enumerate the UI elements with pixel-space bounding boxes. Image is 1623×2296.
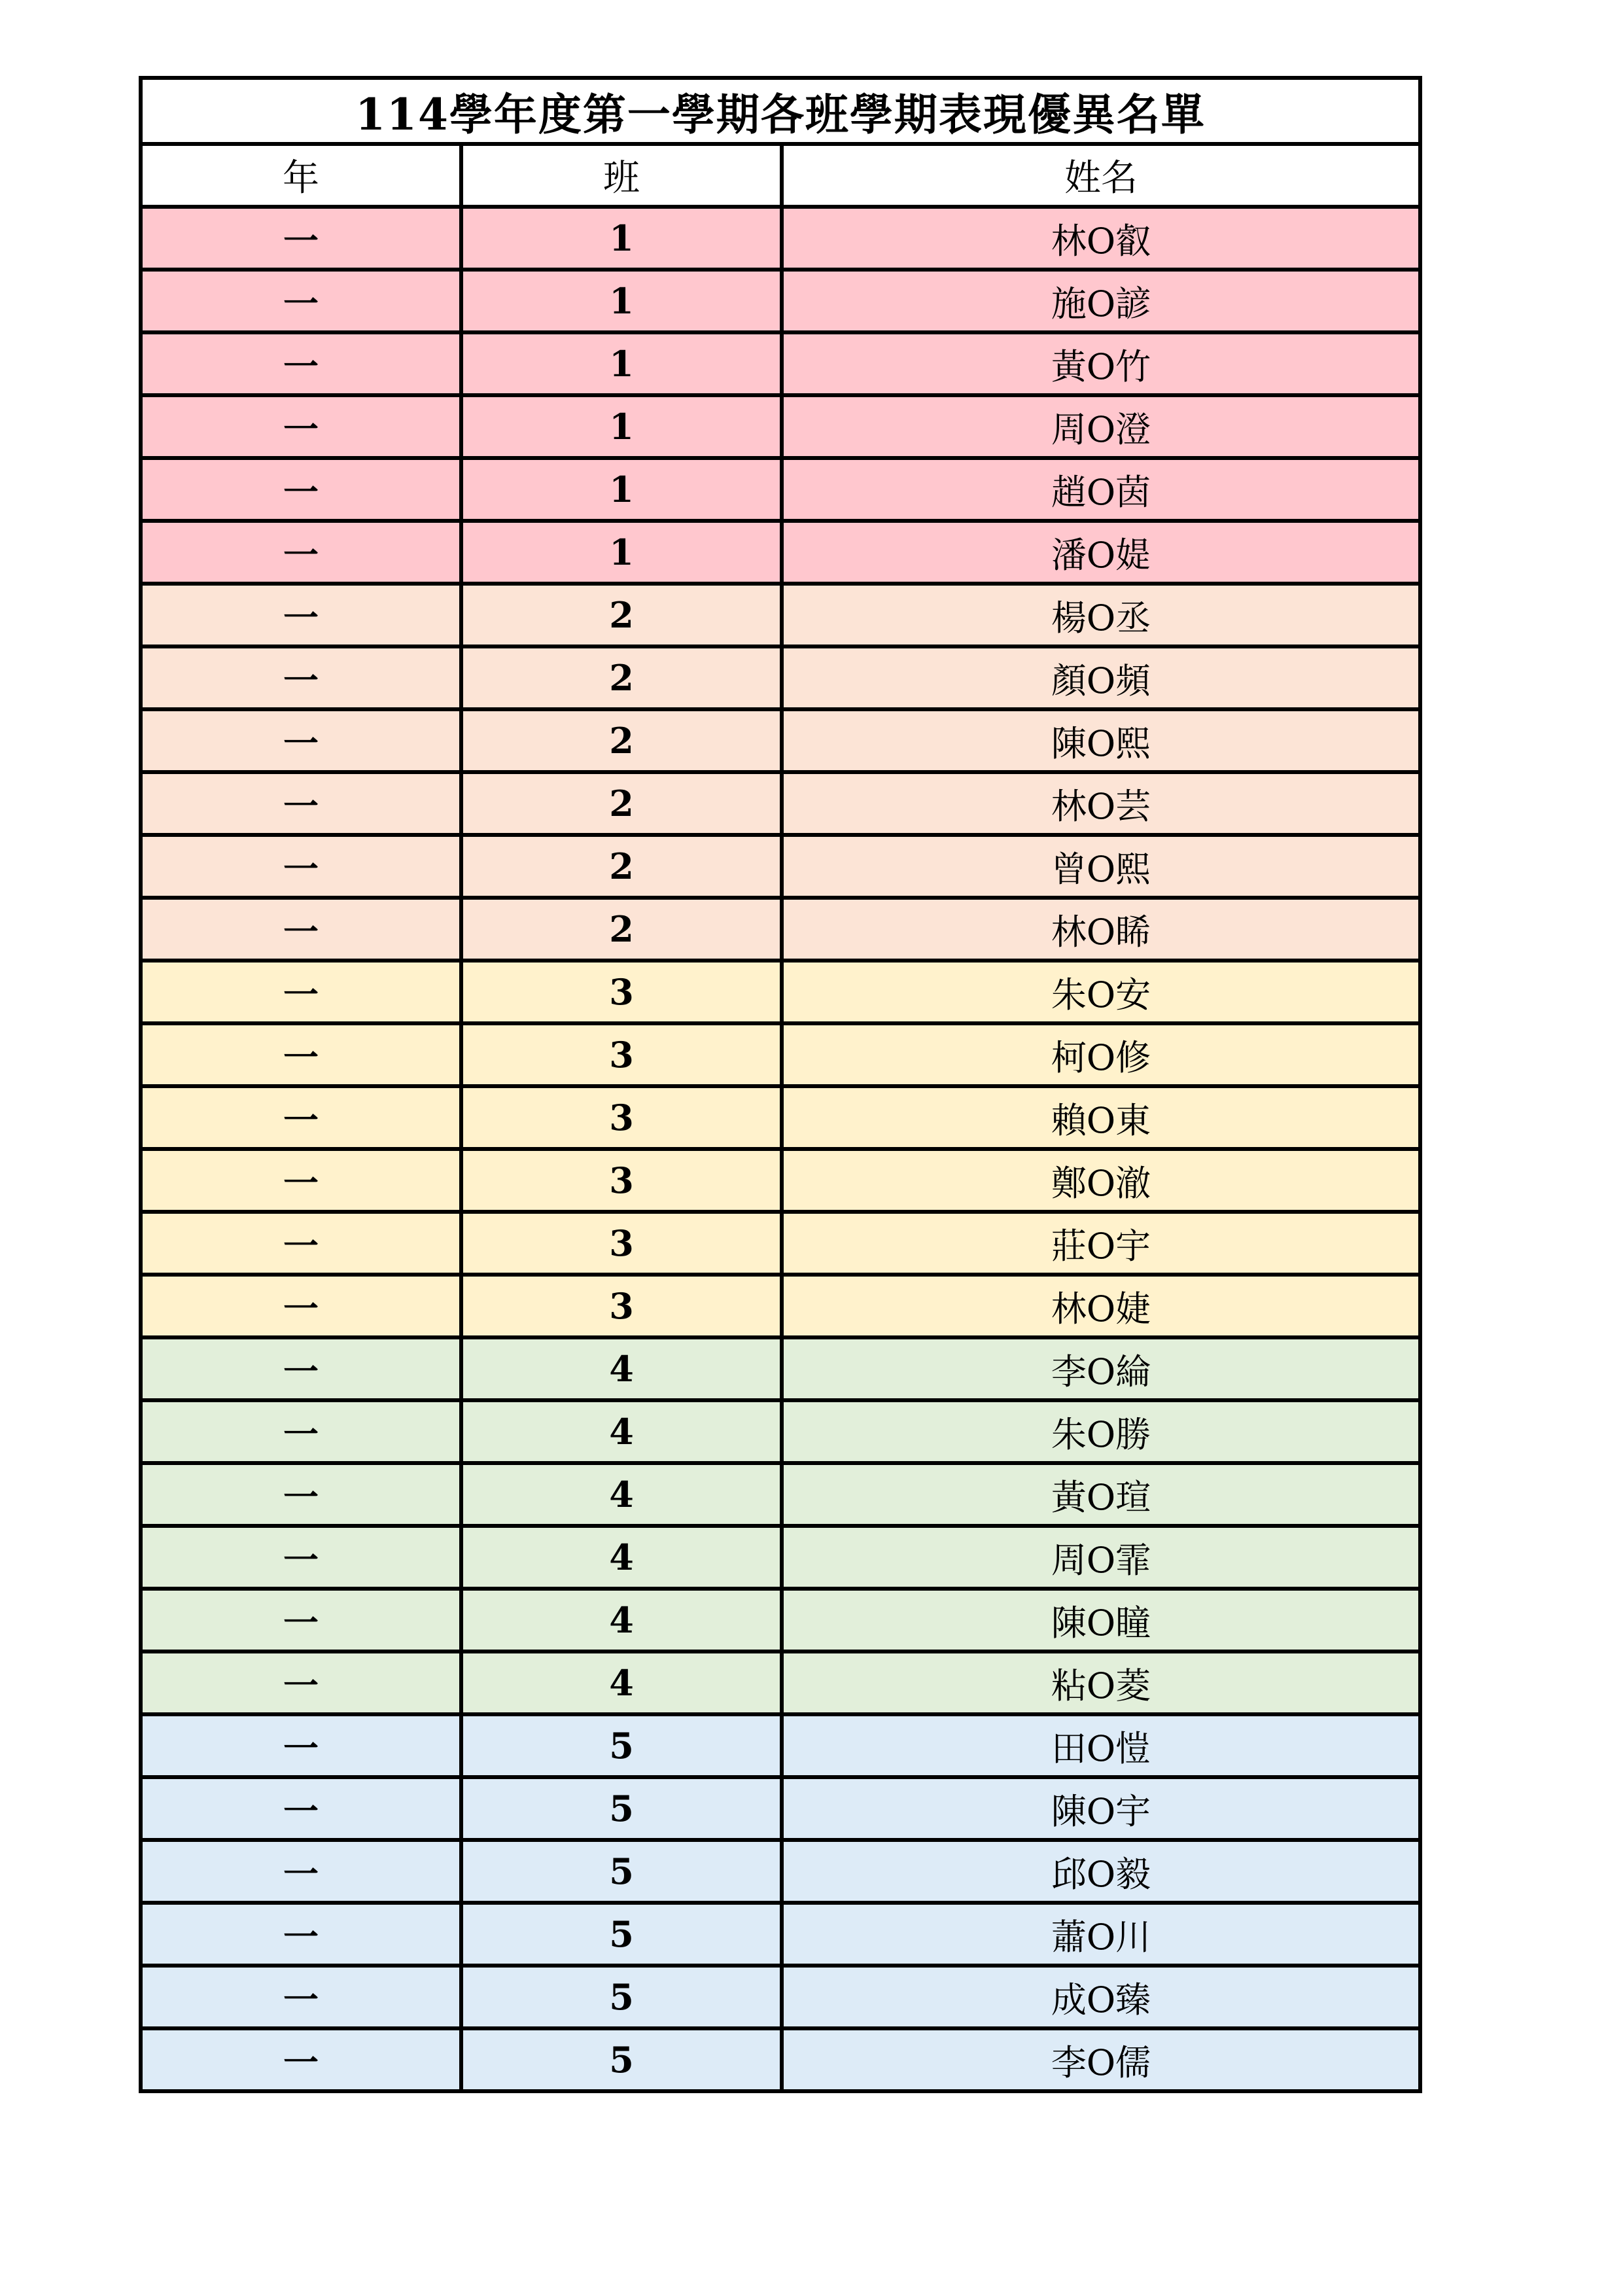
cell-grade: 一 xyxy=(141,1400,461,1463)
cell-class: 3 xyxy=(461,1212,782,1275)
table-row xyxy=(141,584,1420,646)
cell-grade: 一 xyxy=(141,835,461,898)
cell-class: 4 xyxy=(461,1526,782,1589)
cell-class: 1 xyxy=(461,332,782,395)
table-row xyxy=(141,1463,1420,1526)
cell-name: 李O綸 xyxy=(782,1337,1420,1400)
cell-name: 林O睎 xyxy=(782,898,1420,961)
table-row xyxy=(141,1966,1420,2028)
cell-class: 4 xyxy=(461,1337,782,1400)
cell-name: 粘O菱 xyxy=(782,1651,1420,1714)
cell-name: 朱O勝 xyxy=(782,1400,1420,1463)
table-row xyxy=(141,898,1420,961)
cell-grade: 一 xyxy=(141,1086,461,1149)
cell-grade: 一 xyxy=(141,961,461,1023)
table-row xyxy=(141,2028,1420,2091)
cell-name: 蕭O川 xyxy=(782,1903,1420,1966)
cell-class: 4 xyxy=(461,1651,782,1714)
cell-grade: 一 xyxy=(141,1589,461,1651)
table-row xyxy=(141,646,1420,709)
table-row xyxy=(141,1149,1420,1212)
cell-grade: 一 xyxy=(141,207,461,270)
header-name: 姓名 xyxy=(782,144,1420,207)
table-row xyxy=(141,835,1420,898)
cell-name: 賴O東 xyxy=(782,1086,1420,1149)
cell-name: 邱O毅 xyxy=(782,1840,1420,1903)
cell-class: 5 xyxy=(461,1903,782,1966)
cell-name: 周O澄 xyxy=(782,395,1420,458)
table-row xyxy=(141,1212,1420,1275)
table-row xyxy=(141,1337,1420,1400)
cell-grade: 一 xyxy=(141,1275,461,1337)
cell-class: 1 xyxy=(461,458,782,521)
table-row xyxy=(141,521,1420,584)
cell-grade: 一 xyxy=(141,584,461,646)
cell-name: 楊O丞 xyxy=(782,584,1420,646)
document-title: 114學年度第一學期各班學期表現優異名單 xyxy=(141,78,1420,144)
cell-grade: 一 xyxy=(141,898,461,961)
cell-name: 施O諺 xyxy=(782,270,1420,332)
table-row xyxy=(141,709,1420,772)
cell-class: 3 xyxy=(461,1275,782,1337)
table-row xyxy=(141,1526,1420,1589)
cell-class: 4 xyxy=(461,1589,782,1651)
table-row xyxy=(141,1714,1420,1777)
cell-name: 李O儒 xyxy=(782,2028,1420,2091)
cell-class: 5 xyxy=(461,1966,782,2028)
table-row xyxy=(141,395,1420,458)
header-class: 班 xyxy=(461,144,782,207)
honor-roll-table xyxy=(139,76,1422,2093)
cell-grade: 一 xyxy=(141,1777,461,1840)
cell-class: 5 xyxy=(461,1840,782,1903)
cell-class: 1 xyxy=(461,207,782,270)
cell-name: 林O叡 xyxy=(782,207,1420,270)
table-row xyxy=(141,772,1420,835)
cell-class: 2 xyxy=(461,584,782,646)
cell-name: 顏O頻 xyxy=(782,646,1420,709)
cell-name: 黃O竹 xyxy=(782,332,1420,395)
cell-name: 陳O熙 xyxy=(782,709,1420,772)
cell-name: 鄭O澈 xyxy=(782,1149,1420,1212)
cell-grade: 一 xyxy=(141,395,461,458)
table-row xyxy=(141,1589,1420,1651)
cell-grade: 一 xyxy=(141,1023,461,1086)
cell-name: 周O霏 xyxy=(782,1526,1420,1589)
table-row xyxy=(141,1651,1420,1714)
cell-class: 1 xyxy=(461,270,782,332)
cell-name: 成O臻 xyxy=(782,1966,1420,2028)
cell-grade: 一 xyxy=(141,521,461,584)
table-row xyxy=(141,1275,1420,1337)
cell-grade: 一 xyxy=(141,332,461,395)
cell-grade: 一 xyxy=(141,1463,461,1526)
cell-name: 柯O修 xyxy=(782,1023,1420,1086)
cell-name: 朱O安 xyxy=(782,961,1420,1023)
cell-class: 3 xyxy=(461,1086,782,1149)
cell-class: 5 xyxy=(461,2028,782,2091)
cell-name: 黃O瑄 xyxy=(782,1463,1420,1526)
cell-grade: 一 xyxy=(141,270,461,332)
cell-name: 陳O宇 xyxy=(782,1777,1420,1840)
cell-grade: 一 xyxy=(141,1212,461,1275)
cell-class: 3 xyxy=(461,961,782,1023)
cell-grade: 一 xyxy=(141,458,461,521)
cell-grade: 一 xyxy=(141,709,461,772)
table-row xyxy=(141,1903,1420,1966)
cell-name: 莊O宇 xyxy=(782,1212,1420,1275)
title-row xyxy=(141,78,1420,144)
table-row xyxy=(141,1840,1420,1903)
cell-class: 2 xyxy=(461,709,782,772)
cell-name: 林O芸 xyxy=(782,772,1420,835)
table-row xyxy=(141,1777,1420,1840)
cell-class: 1 xyxy=(461,521,782,584)
cell-class: 4 xyxy=(461,1463,782,1526)
cell-grade: 一 xyxy=(141,1526,461,1589)
cell-grade: 一 xyxy=(141,772,461,835)
cell-class: 3 xyxy=(461,1149,782,1212)
cell-name: 陳O瞳 xyxy=(782,1589,1420,1651)
cell-grade: 一 xyxy=(141,1903,461,1966)
cell-class: 2 xyxy=(461,646,782,709)
cell-class: 5 xyxy=(461,1714,782,1777)
table-row xyxy=(141,1400,1420,1463)
cell-grade: 一 xyxy=(141,1714,461,1777)
header-row xyxy=(141,144,1420,207)
cell-class: 2 xyxy=(461,898,782,961)
cell-grade: 一 xyxy=(141,1840,461,1903)
cell-grade: 一 xyxy=(141,1149,461,1212)
table-row xyxy=(141,1023,1420,1086)
cell-name: 趙O茵 xyxy=(782,458,1420,521)
cell-grade: 一 xyxy=(141,2028,461,2091)
cell-grade: 一 xyxy=(141,1966,461,2028)
cell-name: 潘O媞 xyxy=(782,521,1420,584)
table-row xyxy=(141,332,1420,395)
table-row xyxy=(141,1086,1420,1149)
cell-grade: 一 xyxy=(141,1337,461,1400)
table-row xyxy=(141,458,1420,521)
table-body xyxy=(141,207,1420,2091)
table-row xyxy=(141,961,1420,1023)
header-grade: 年 xyxy=(141,144,461,207)
table-row xyxy=(141,207,1420,270)
cell-name: 田O愷 xyxy=(782,1714,1420,1777)
cell-class: 5 xyxy=(461,1777,782,1840)
cell-grade: 一 xyxy=(141,1651,461,1714)
cell-class: 4 xyxy=(461,1400,782,1463)
cell-name: 曾O熙 xyxy=(782,835,1420,898)
cell-class: 3 xyxy=(461,1023,782,1086)
cell-class: 1 xyxy=(461,395,782,458)
table-row xyxy=(141,270,1420,332)
cell-class: 2 xyxy=(461,772,782,835)
cell-grade: 一 xyxy=(141,646,461,709)
cell-class: 2 xyxy=(461,835,782,898)
cell-name: 林O婕 xyxy=(782,1275,1420,1337)
